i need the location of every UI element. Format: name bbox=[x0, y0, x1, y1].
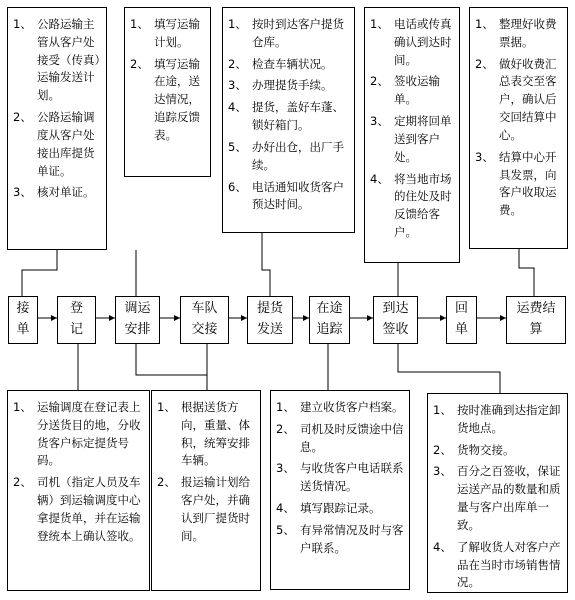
note-item-num: 4、 bbox=[276, 501, 295, 516]
note-item-text: 了解收货人对客户产品在当时市场销售情况。 bbox=[457, 539, 561, 590]
note-bottom-3 bbox=[270, 390, 410, 590]
note-item-num: 3、 bbox=[433, 464, 452, 479]
step-receive-order: 接 单 bbox=[8, 296, 38, 344]
step-return-receipt: 回 单 bbox=[446, 296, 477, 344]
note-top-3 bbox=[222, 7, 355, 233]
note-item bbox=[228, 139, 349, 175]
note-item bbox=[228, 179, 349, 215]
step-dispatch-arrange: 调运 安排 bbox=[115, 296, 160, 344]
note-item-text: 办好出仓，出厂手续。 bbox=[252, 139, 344, 172]
note-item-num: 1、 bbox=[370, 17, 389, 31]
link-top-1 bbox=[22, 250, 57, 296]
step-fleet-handover: 车队 交接 bbox=[180, 296, 229, 344]
note-item-num: 3、 bbox=[370, 114, 389, 129]
note-item bbox=[370, 113, 454, 166]
step-register: 登 记 bbox=[57, 296, 96, 344]
note-item-num: 1、 bbox=[475, 17, 494, 31]
note-item-num: 4、 bbox=[228, 100, 247, 115]
note-item-num: 1、 bbox=[13, 17, 32, 31]
link-bottom-4 bbox=[398, 344, 500, 393]
note-item-num: 1、 bbox=[130, 17, 149, 31]
note-item-num: 2、 bbox=[228, 56, 247, 71]
note-item-num: 2、 bbox=[370, 74, 389, 89]
note-item-num: 5、 bbox=[276, 522, 295, 537]
note-item-num: 1、 bbox=[13, 400, 32, 414]
note-item-num: 3、 bbox=[13, 185, 32, 200]
note-item bbox=[475, 149, 562, 220]
note-item-text: 货物交接。 bbox=[457, 442, 515, 457]
step-arrival-sign: 到达 签收 bbox=[373, 296, 418, 344]
note-item-text: 与收货客户电话联系送货情况。 bbox=[300, 461, 404, 494]
note-top-4 bbox=[364, 7, 460, 263]
note-item bbox=[130, 16, 205, 52]
note-item-text: 签收运输单。 bbox=[394, 74, 440, 107]
note-item-num: 3、 bbox=[475, 149, 494, 164]
note-item-text: 运输调度在登记表上分送货目的地，分收货客户标定提货号码。 bbox=[37, 400, 141, 468]
note-item bbox=[433, 442, 562, 460]
link-top-5 bbox=[519, 248, 534, 296]
note-item bbox=[276, 522, 404, 558]
note-item-num: 2、 bbox=[475, 56, 494, 71]
note-item bbox=[276, 399, 404, 417]
note-item-text: 提货，盖好车蓬、锁好箱门。 bbox=[252, 100, 344, 133]
note-item-text: 办理提货手续。 bbox=[252, 78, 333, 93]
note-bottom-4 bbox=[427, 393, 568, 593]
step-pickup-send: 提货 发送 bbox=[247, 296, 293, 344]
note-item-text: 核对单证。 bbox=[37, 185, 95, 200]
note-item-text: 公路运输调度从客户处接出库提货单证。 bbox=[37, 110, 95, 178]
note-item-text: 司机（指定人员及车辆）到运输调度中心拿提货单，并在运输登统本上确认签收。 bbox=[37, 475, 141, 543]
note-item bbox=[13, 474, 144, 545]
note-item bbox=[157, 399, 255, 470]
note-item bbox=[13, 16, 101, 105]
step-freight-settlement: 运费结 算 bbox=[506, 296, 566, 344]
note-item bbox=[433, 463, 562, 534]
note-item bbox=[475, 16, 562, 52]
note-item-num: 4、 bbox=[433, 539, 452, 554]
note-item-text: 按时准确到达指定卸货地点。 bbox=[457, 403, 561, 435]
note-item-text: 填写运输计划。 bbox=[154, 17, 200, 49]
note-bottom-1 bbox=[7, 390, 150, 591]
note-item-num: 2、 bbox=[433, 442, 452, 457]
link-bottom-2 bbox=[136, 344, 207, 375]
note-item-num: 2、 bbox=[157, 475, 176, 490]
note-item-text: 填写跟踪记录。 bbox=[300, 501, 381, 516]
note-item bbox=[370, 16, 454, 69]
note-bottom-2 bbox=[151, 390, 261, 591]
note-item-num: 1、 bbox=[276, 400, 295, 414]
note-item-text: 将当地市场的住处及时反馈给客户。 bbox=[394, 171, 452, 239]
note-item bbox=[276, 460, 404, 496]
note-item-num: 5、 bbox=[228, 139, 247, 154]
note-item-num: 2、 bbox=[130, 56, 149, 71]
note-item-text: 建立收货客户档案。 bbox=[300, 400, 404, 414]
note-item-num: 2、 bbox=[276, 421, 295, 436]
note-item bbox=[228, 99, 349, 135]
note-item-text: 电话或传真确认到达时间。 bbox=[394, 17, 452, 67]
note-item bbox=[370, 73, 454, 109]
note-item-num: 2、 bbox=[13, 475, 32, 490]
note-item bbox=[130, 56, 205, 145]
note-item-text: 根据送货方向，重量、体积，统筹安排车辆。 bbox=[181, 400, 250, 468]
note-top-1 bbox=[7, 7, 107, 250]
note-item bbox=[433, 402, 562, 438]
note-item-text: 有异常情况及时与客户联系。 bbox=[300, 522, 404, 555]
note-item-text: 百分之百签收，保证运送产品的数量和质量与客户出库单一致。 bbox=[457, 464, 561, 532]
link-top-4 bbox=[398, 260, 407, 296]
note-item bbox=[13, 399, 144, 470]
note-item bbox=[228, 77, 349, 95]
note-item-text: 电话通知收货客户预达时间。 bbox=[252, 179, 344, 212]
note-item bbox=[228, 56, 349, 74]
note-item-num: 1、 bbox=[433, 403, 452, 417]
note-item-text: 整理好收费票据。 bbox=[499, 17, 557, 49]
note-item-num: 3、 bbox=[228, 78, 247, 93]
note-item-num: 1、 bbox=[157, 400, 176, 414]
note-item bbox=[157, 474, 255, 545]
note-item-text: 司机及时反馈途中信息。 bbox=[300, 421, 404, 454]
note-item-num: 4、 bbox=[370, 171, 389, 186]
note-item bbox=[276, 500, 404, 518]
note-item bbox=[13, 184, 101, 202]
note-item-num: 1、 bbox=[228, 17, 247, 31]
note-item bbox=[276, 421, 404, 457]
link-top-3 bbox=[262, 232, 270, 296]
note-item bbox=[433, 539, 562, 592]
note-item-text: 做好收费汇总表交至客户，确认后交回结算中心。 bbox=[499, 56, 557, 142]
note-item bbox=[228, 16, 349, 52]
note-item-text: 定期将回单送到客户处。 bbox=[394, 114, 452, 164]
note-item-text: 按时到达客户提货仓库。 bbox=[252, 17, 344, 49]
step-in-transit-tracking: 在途 追踪 bbox=[309, 296, 350, 344]
note-item-num: 3、 bbox=[276, 461, 295, 476]
note-item bbox=[370, 171, 454, 242]
note-item bbox=[475, 56, 562, 145]
note-item-text: 检查车辆状况。 bbox=[252, 56, 333, 71]
note-item-text: 填写运输在途，送达情况，追踪反馈表。 bbox=[154, 56, 200, 142]
note-item-text: 结算中心开具发票，向客户收取运费。 bbox=[499, 149, 557, 218]
note-item bbox=[13, 109, 101, 180]
note-item-num: 6、 bbox=[228, 179, 247, 194]
note-top-5 bbox=[469, 7, 568, 249]
note-item-text: 公路运输主管从客户处接受（传真）运输发送计划。 bbox=[37, 17, 101, 103]
note-top-2 bbox=[124, 7, 211, 177]
note-item-text: 报运输计划给客户处，并确认到厂提货时间。 bbox=[181, 475, 250, 543]
note-item-num: 2、 bbox=[13, 110, 32, 125]
